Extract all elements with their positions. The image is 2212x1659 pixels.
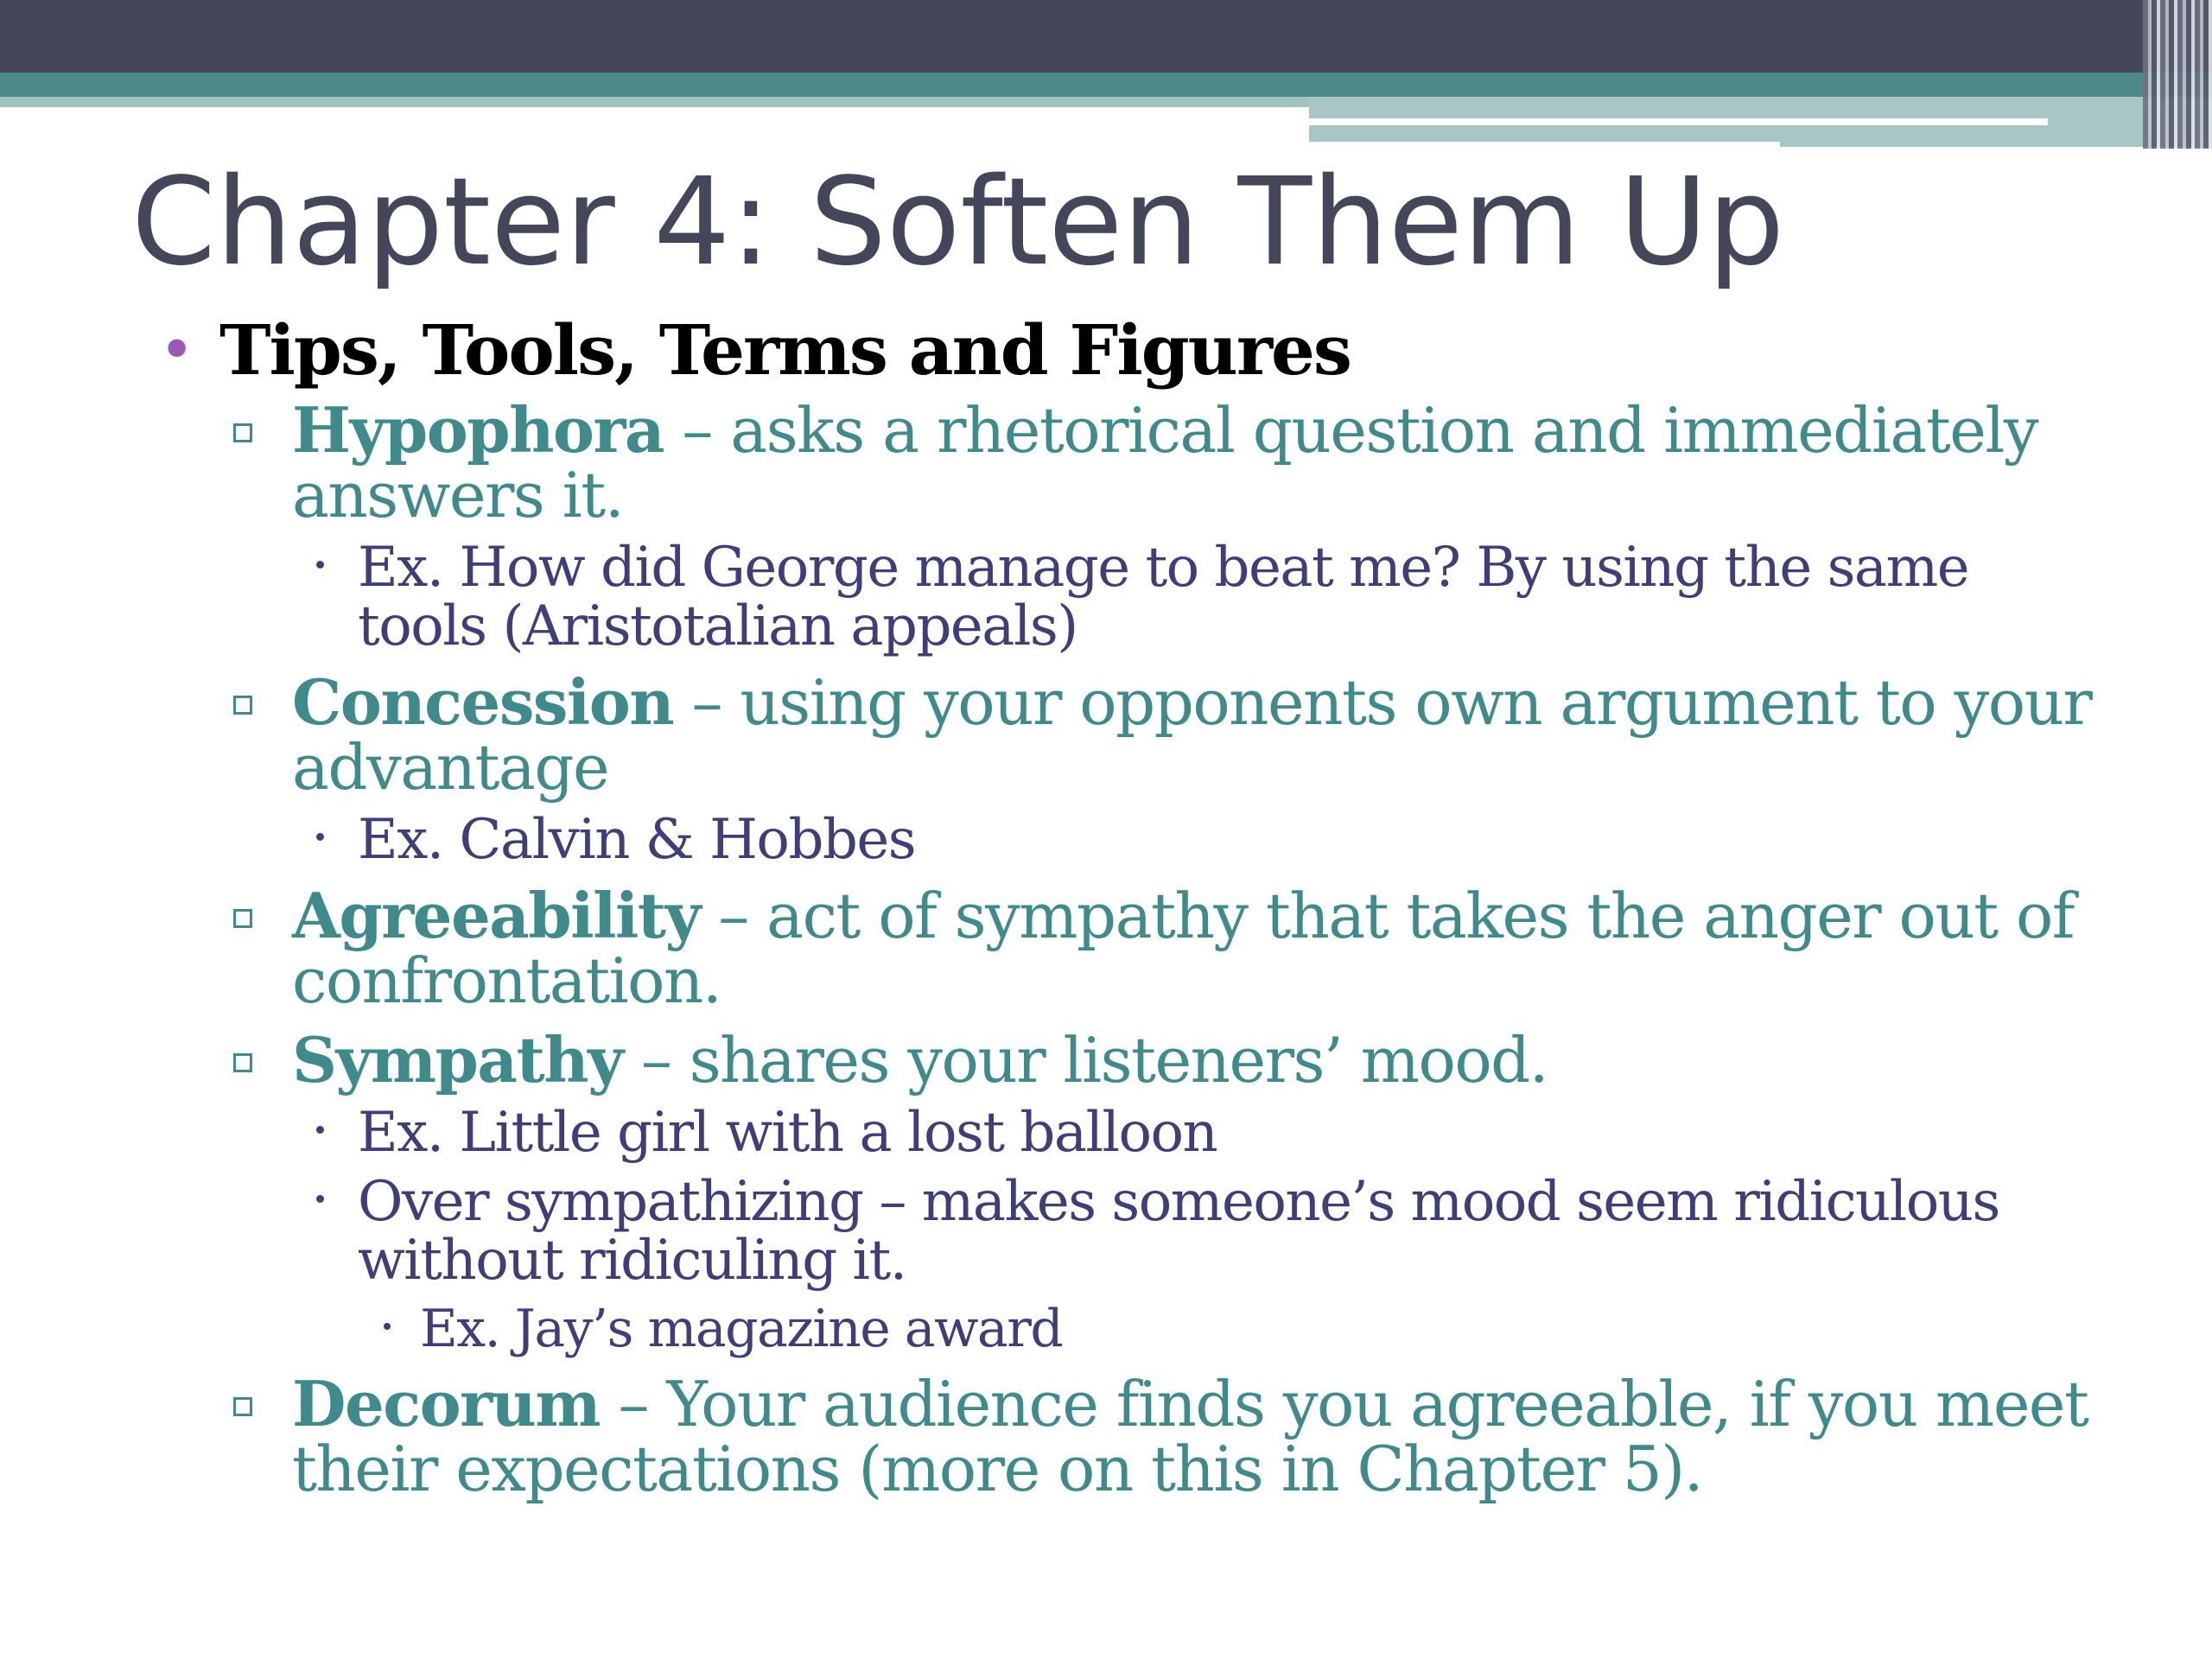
small-bullet-icon [384,1323,391,1330]
term-name: Agreeability [292,879,700,952]
term-name: Concession [292,665,674,739]
term-name: Hypophora [292,393,664,467]
heading-bullet-text: Tips, Tools, Terms and Figures [219,309,1351,391]
term-definition: – Your audience finds you agreeable, if you meet their expectations (more on this in Chapter 5). [292,1368,2088,1505]
term-name: Decorum [292,1367,601,1440]
slide-title: Chapter 4: Soften Them Up [131,152,1785,293]
square-bullet-icon [233,1053,252,1072]
term-item-agreeability [292,879,2100,1017]
term-definition: – act of sympathy that takes the anger out of confrontation. [292,880,2075,1017]
sub-example-item [420,1300,2100,1357]
header-light-band-left [0,97,1309,107]
small-bullet-icon [316,1126,324,1134]
example-text: Ex. How did George manage to beat me? By using the same tools (Aristotalian appeals) [358,536,1969,658]
term-item-decorum [292,1367,2100,1505]
term-definition: – shares your listeners’ mood. [622,1024,1548,1096]
example-item [358,808,2100,872]
term-definition: – using your opponents own argument to your advantage [292,666,2092,804]
term-item-hypophora [292,393,2100,531]
example-item [358,1170,2100,1293]
header-teal-band [0,73,2212,97]
header-dark-band [0,0,2212,73]
heading-bullet [156,302,2100,397]
term-item-concession [292,665,2100,804]
term-definition: – asks a rhetorical question and immediately answers it. [292,394,2038,531]
term-name: Sympathy [292,1023,623,1096]
sub-example-text: Ex. Jay’s magazine award [420,1299,1063,1359]
header-accent-line [1309,118,2048,125]
header-stripes [2143,0,2212,149]
example-text: Ex. Little girl with a lost balloon [358,1101,1217,1165]
example-item [358,1101,2100,1165]
square-bullet-icon [233,423,252,442]
small-bullet-icon [316,833,324,841]
term-item-sympathy [292,1023,2100,1096]
slide-body [156,302,2100,1505]
example-text: Over sympathizing – makes someone’s mood seem ridiculous without ridiculing it. [358,1170,1999,1293]
square-bullet-icon [233,1397,252,1416]
example-text: Ex. Calvin & Hobbes [358,808,916,872]
small-bullet-icon [316,1195,324,1203]
square-bullet-icon [233,696,252,715]
small-bullet-icon [316,561,324,569]
square-bullet-icon [233,909,252,928]
header-accent-line [1309,142,1780,147]
bullet-dot-icon: • [159,315,194,385]
example-item [358,538,2100,656]
